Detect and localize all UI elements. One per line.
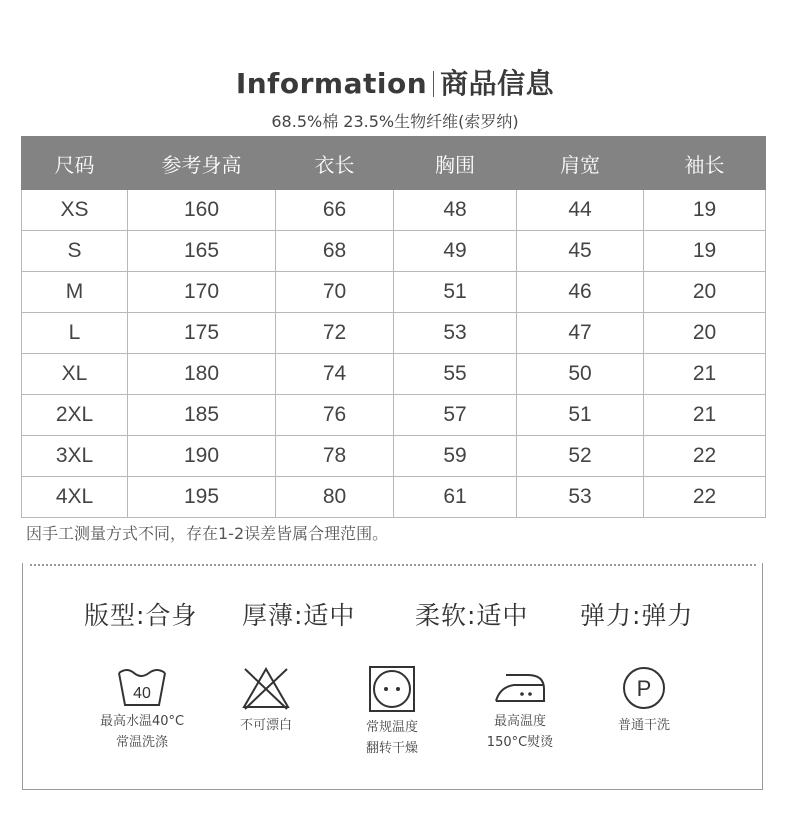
dry-clean-p-icon bbox=[621, 665, 667, 711]
size-table bbox=[21, 136, 766, 518]
table-row bbox=[22, 313, 766, 354]
tumble-dry-normal-icon bbox=[368, 665, 416, 713]
care-label-line1: 常规温度 bbox=[365, 720, 418, 735]
cell-shoulder: 52 bbox=[517, 436, 644, 477]
cell-length: 74 bbox=[276, 354, 394, 395]
care-item-dryclean bbox=[604, 665, 684, 736]
table-row bbox=[22, 436, 766, 477]
cell-size: XL bbox=[22, 354, 128, 395]
title-separator bbox=[433, 71, 434, 97]
cell-height: 185 bbox=[128, 395, 276, 436]
cell-chest: 57 bbox=[394, 395, 517, 436]
cell-size: L bbox=[22, 313, 128, 354]
cell-chest: 55 bbox=[394, 354, 517, 395]
cell-size: 2XL bbox=[22, 395, 128, 436]
attribute-softness: 柔软:适中 bbox=[415, 601, 529, 630]
header-chest: 胸围 bbox=[394, 137, 517, 190]
care-label-line1: 最高水温40°C bbox=[99, 714, 185, 729]
cell-chest: 48 bbox=[394, 190, 517, 231]
cell-height: 165 bbox=[128, 231, 276, 272]
cell-chest: 49 bbox=[394, 231, 517, 272]
care-item-dry bbox=[352, 665, 432, 759]
cell-chest: 61 bbox=[394, 477, 517, 518]
header-shoulder: 肩宽 bbox=[517, 137, 644, 190]
care-item-iron bbox=[478, 665, 562, 753]
cell-size: 4XL bbox=[22, 477, 128, 518]
cell-chest: 51 bbox=[394, 272, 517, 313]
cell-length: 66 bbox=[276, 190, 394, 231]
cell-shoulder: 53 bbox=[517, 477, 644, 518]
cell-sleeve: 19 bbox=[644, 190, 766, 231]
table-row bbox=[22, 190, 766, 231]
cell-size: M bbox=[22, 272, 128, 313]
cell-sleeve: 22 bbox=[644, 477, 766, 518]
dry-clean-letter: P bbox=[636, 676, 652, 701]
cell-length: 68 bbox=[276, 231, 394, 272]
wash-40-icon bbox=[116, 665, 168, 707]
cell-shoulder: 44 bbox=[517, 190, 644, 231]
cell-length: 78 bbox=[276, 436, 394, 477]
cell-sleeve: 19 bbox=[644, 231, 766, 272]
cell-sleeve: 20 bbox=[644, 313, 766, 354]
care-label-line2: 翻转干燥 bbox=[365, 741, 418, 756]
measurement-note: 因手工测量方式不同，存在1-2误差皆属合理范围。 bbox=[26, 524, 389, 543]
care-label-line1: 普通干洗 bbox=[617, 718, 670, 733]
table-row bbox=[22, 272, 766, 313]
cell-shoulder: 50 bbox=[517, 354, 644, 395]
header-size: 尺码 bbox=[22, 137, 128, 190]
care-label-line2: 150°C熨烫 bbox=[486, 735, 554, 750]
wash-temperature: 40 bbox=[133, 685, 151, 702]
cell-chest: 53 bbox=[394, 313, 517, 354]
title-english: Information bbox=[235, 67, 428, 100]
care-label-line1: 最高温度 bbox=[493, 714, 546, 729]
cell-height: 180 bbox=[128, 354, 276, 395]
cell-shoulder: 46 bbox=[517, 272, 644, 313]
cell-length: 70 bbox=[276, 272, 394, 313]
attribute-fit: 版型:合身 bbox=[84, 601, 198, 630]
cell-size: XS bbox=[22, 190, 128, 231]
title-chinese: 商品信息 bbox=[440, 67, 555, 100]
cell-shoulder: 51 bbox=[517, 395, 644, 436]
cell-chest: 59 bbox=[394, 436, 517, 477]
cell-size: 3XL bbox=[22, 436, 128, 477]
dotted-divider bbox=[30, 564, 756, 566]
material-composition: 68.5%棉 23.5%生物纤维(索罗纳) bbox=[271, 112, 519, 131]
header-length: 衣长 bbox=[276, 137, 394, 190]
header-sleeve: 袖长 bbox=[644, 137, 766, 190]
attribute-elasticity: 弹力:弹力 bbox=[580, 601, 694, 630]
cell-length: 76 bbox=[276, 395, 394, 436]
cell-height: 160 bbox=[128, 190, 276, 231]
table-row bbox=[22, 395, 766, 436]
table-row bbox=[22, 354, 766, 395]
cell-sleeve: 21 bbox=[644, 395, 766, 436]
table-row bbox=[22, 477, 766, 518]
cell-size: S bbox=[22, 231, 128, 272]
care-label-line1: 不可漂白 bbox=[239, 718, 292, 733]
cell-height: 175 bbox=[128, 313, 276, 354]
cell-shoulder: 45 bbox=[517, 231, 644, 272]
page-title bbox=[0, 62, 790, 102]
cell-shoulder: 47 bbox=[517, 313, 644, 354]
iron-150-icon bbox=[492, 665, 548, 707]
cell-sleeve: 20 bbox=[644, 272, 766, 313]
cell-sleeve: 22 bbox=[644, 436, 766, 477]
cell-length: 80 bbox=[276, 477, 394, 518]
table-row bbox=[22, 231, 766, 272]
no-bleach-icon bbox=[241, 665, 291, 711]
care-item-bleach bbox=[226, 665, 306, 736]
cell-sleeve: 21 bbox=[644, 354, 766, 395]
cell-length: 72 bbox=[276, 313, 394, 354]
size-table-header-row bbox=[22, 137, 766, 190]
cell-height: 195 bbox=[128, 477, 276, 518]
cell-height: 190 bbox=[128, 436, 276, 477]
header-height: 参考身高 bbox=[128, 137, 276, 190]
care-label-line2: 常温洗涤 bbox=[115, 735, 168, 750]
cell-height: 170 bbox=[128, 272, 276, 313]
care-item-wash bbox=[93, 665, 191, 753]
attribute-thickness: 厚薄:适中 bbox=[242, 601, 356, 630]
